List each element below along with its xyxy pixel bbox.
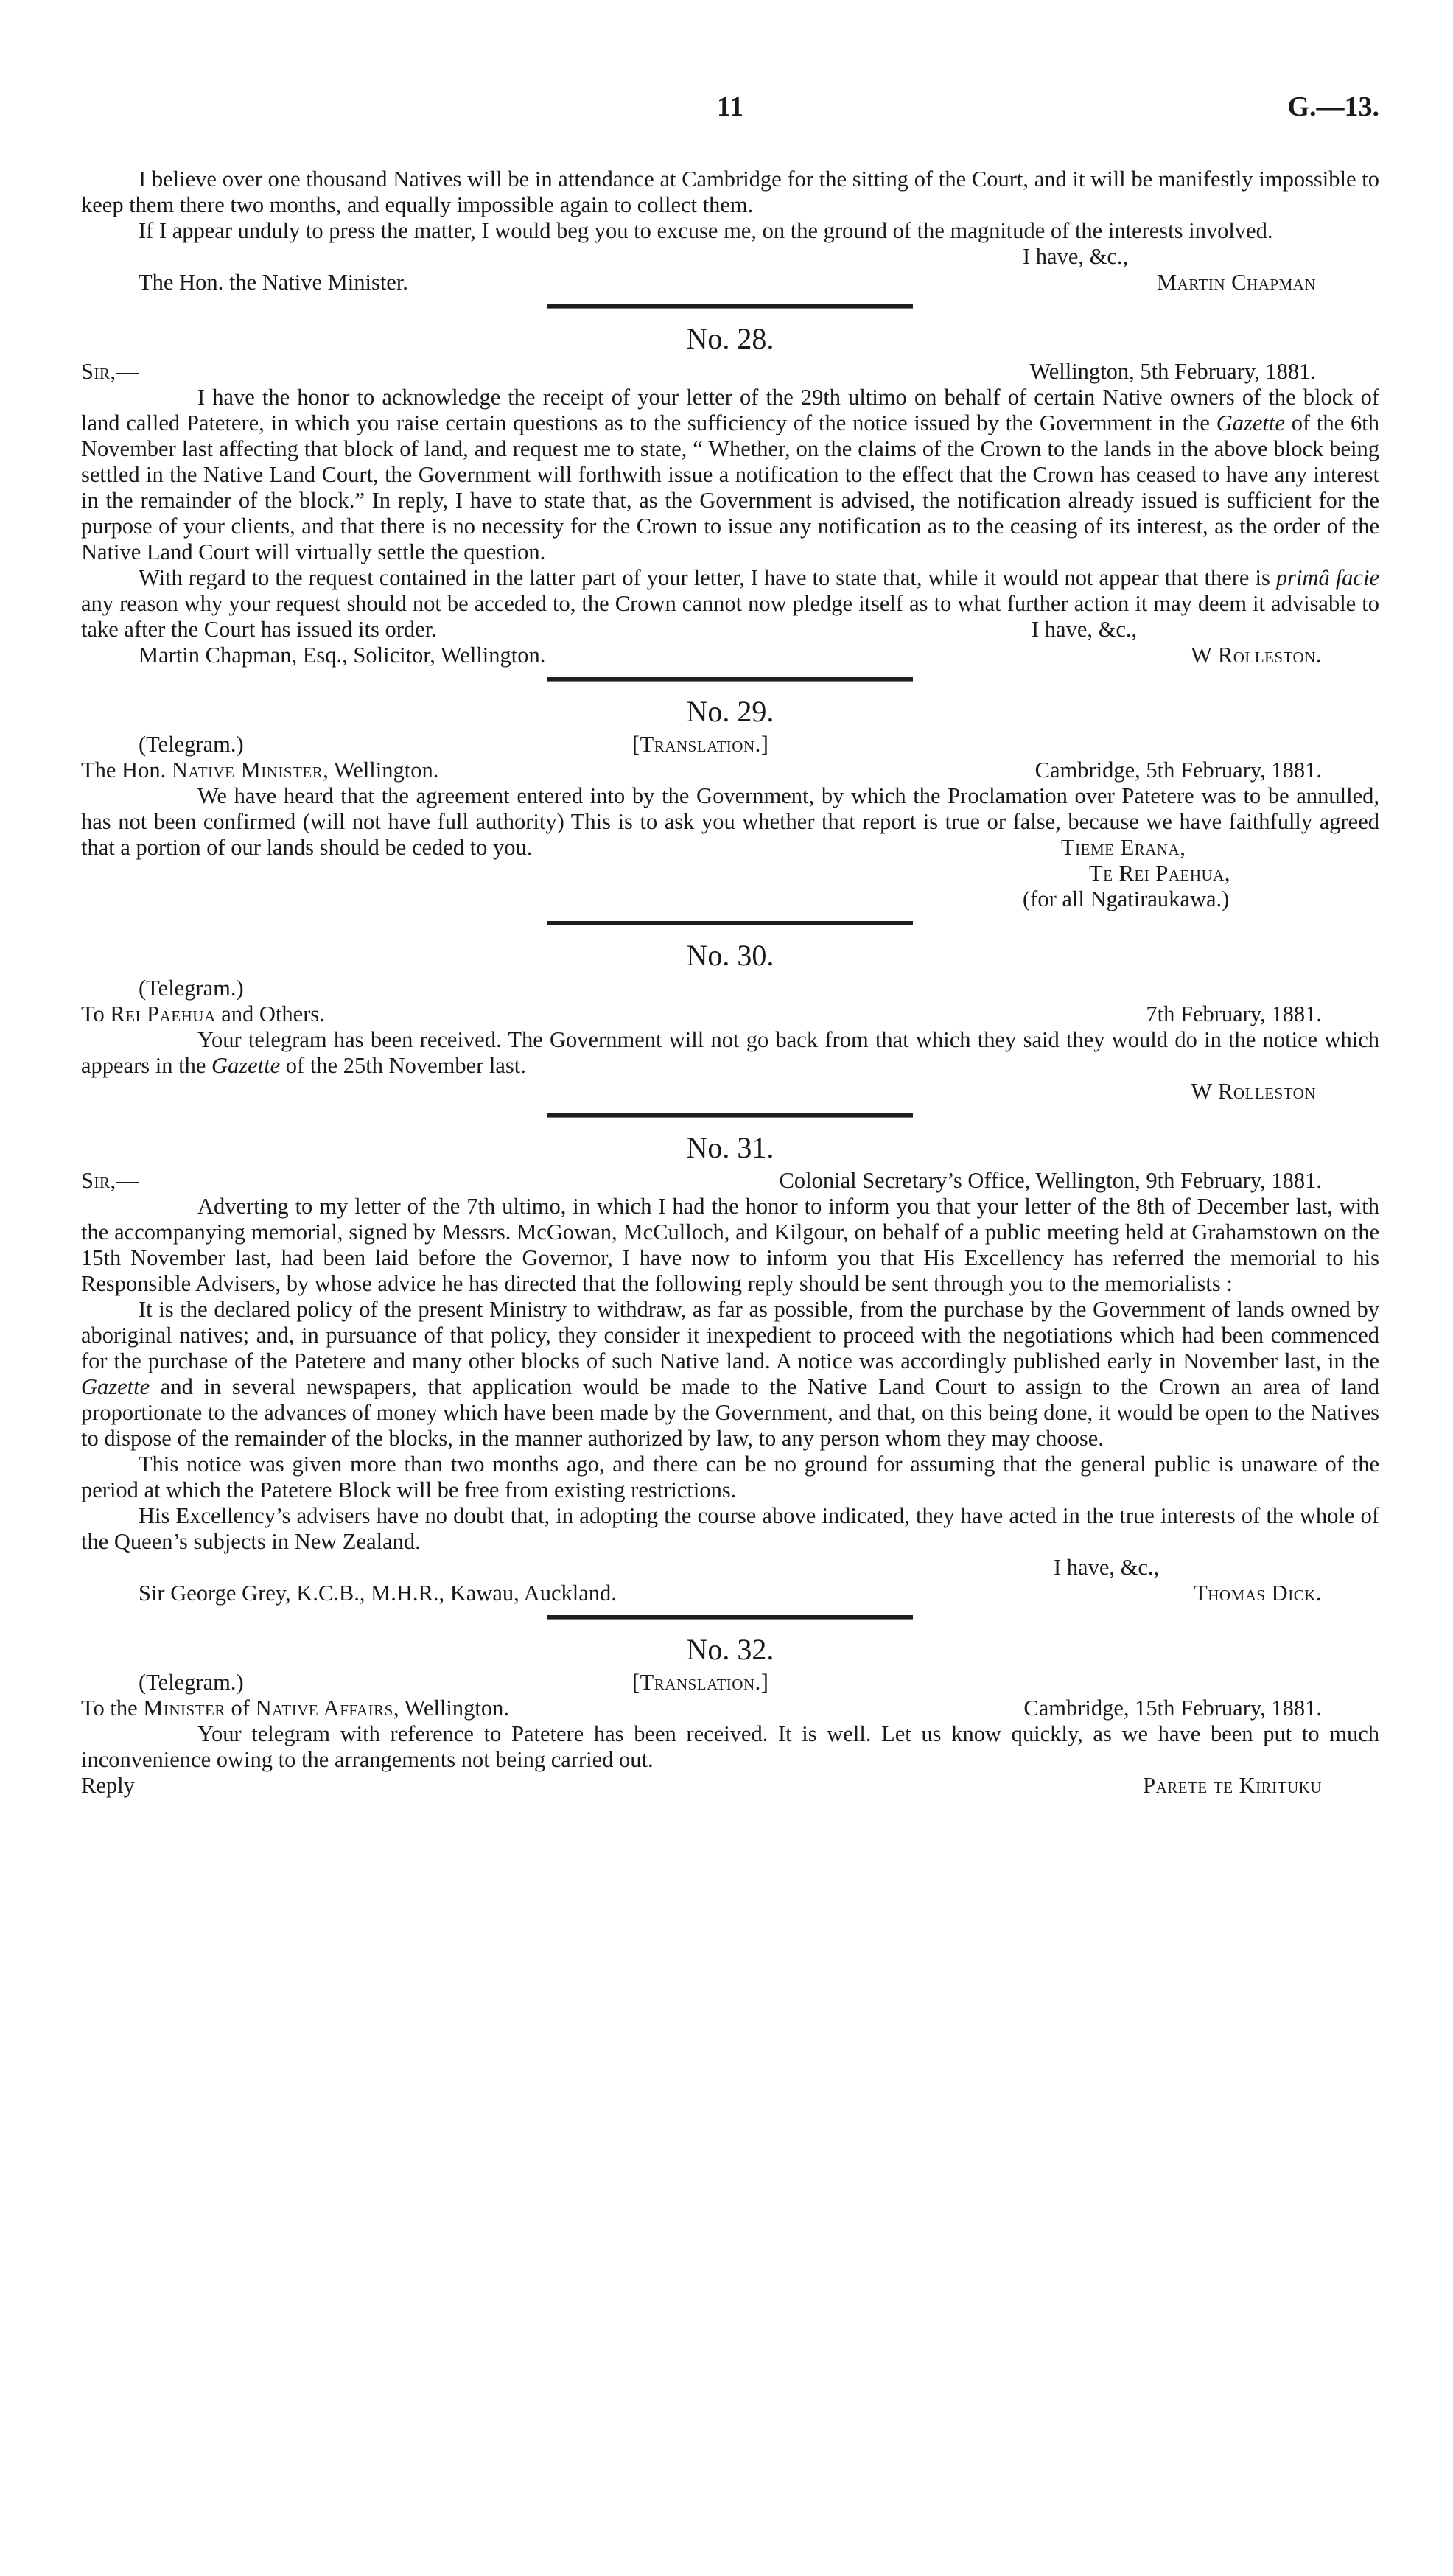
telegram-no-29 bbox=[81, 693, 1379, 912]
series-number: G.—13. bbox=[1287, 91, 1379, 122]
recipient: The Hon. Native Minister, Wellington. bbox=[81, 757, 439, 783]
closing-row bbox=[81, 617, 1379, 643]
translation-label: [Translation.] bbox=[632, 732, 769, 757]
recipient: To Rei Paehua and Others. bbox=[81, 1001, 325, 1026]
letter-no-28 bbox=[81, 321, 1379, 668]
signatory: Te Rei Paehua, bbox=[1089, 861, 1230, 886]
signature-row bbox=[81, 1581, 1379, 1606]
closing: I have, &c., bbox=[1023, 244, 1129, 269]
signatory-note: (for all Ngatiraukawa.) bbox=[1023, 886, 1230, 911]
telegram-no-30 bbox=[81, 937, 1379, 1105]
signature-row bbox=[81, 1773, 1379, 1799]
signature-row bbox=[81, 643, 1379, 668]
salutation: Sir,— bbox=[81, 359, 139, 384]
dateline: Cambridge, 15th February, 1881. bbox=[1023, 1695, 1322, 1721]
addressee: Martin Chapman, Esq., Solicitor, Wellington. bbox=[139, 643, 546, 668]
paragraph: With regard to the request contained in the latter part of your letter, I have to state that, while it would not appear that there is primâ facie any reason why your request should not be acceded to, the Crown cannot now pledge itself as to what further action it may deem it advisable to take after the Court has issued its order. bbox=[81, 565, 1379, 642]
section-divider bbox=[547, 1113, 913, 1118]
paragraph: Your telegram has been received. The Government will not go back from that which they said they would do in the notice which appears in the Gazette of the 25th November last. bbox=[81, 1027, 1379, 1078]
signature: W Rolleston bbox=[1191, 1079, 1316, 1104]
signature: Parete te Kirituku bbox=[1143, 1773, 1322, 1798]
telegram-header-row bbox=[81, 976, 1379, 1001]
paragraph: Adverting to my letter of the 7th ultimo, in which I had the honor to inform you that your letter of the 8th of December last, with the accompanying memorial, signed by Messrs. McGowan, McCulloch, and Kilgour, on behalf of a public meeting held at Grahamstown on the 15th November last, had been laid before the Governor, I have now to inform you that His Excellency has referred the memorial to his Responsible Advisers, by whose advice he has directed that the following reply should be sent through you to the memorialists : bbox=[81, 1194, 1379, 1296]
dateline: 7th February, 1881. bbox=[1146, 1001, 1322, 1026]
signature: Thomas Dick. bbox=[1194, 1581, 1322, 1606]
signature-row bbox=[81, 886, 1379, 912]
page-number: 11 bbox=[717, 91, 743, 122]
section-divider bbox=[547, 304, 913, 309]
signature-row bbox=[81, 1079, 1379, 1105]
closing-row bbox=[81, 1555, 1379, 1581]
paragraph: Your telegram with reference to Patetere has been received. It is well. Let us know quickly, as we have been put to much inconvenience owing to the arrangements not being carried out. bbox=[81, 1721, 1379, 1772]
signatory: Tieme Erana, bbox=[1061, 835, 1186, 860]
recipient-row bbox=[81, 1001, 1379, 1027]
paragraph: I believe over one thousand Natives will be in attendance at Cambridge for the sitting of the Court, and it will be manifestly impossible to keep them there two months, and equally impossible again to collect them. bbox=[81, 167, 1379, 217]
section-divider bbox=[547, 1615, 913, 1620]
reply-label: Reply bbox=[81, 1773, 135, 1798]
signature-row bbox=[81, 861, 1379, 886]
letter-number: No. 32. bbox=[686, 1633, 774, 1666]
signature-row bbox=[81, 270, 1379, 295]
telegram-label: (Telegram.) bbox=[139, 976, 244, 1001]
letter-number: No. 31. bbox=[686, 1131, 774, 1164]
document-body bbox=[81, 167, 1379, 1799]
telegram-label: (Telegram.) bbox=[139, 732, 244, 757]
paragraph: I have the honor to acknowledge the receipt of your letter of the 29th ultimo on behalf of certain Native owners of the block of land called Patetere, in which you raise certain questions as to the sufficiency of the notice issued by the Government in the Gazette of the 6th November last affecting that block of land, and request me to state, “ Whether, on the claims of the Crown to the lands in the above block being settled in the Native Land Court, the Government will forthwith issue a notification to the effect that the Crown has ceased to have any interest in the remainder of the block.” In reply, I have to state that, as the Government is advised, the notification already issued is sufficient for the purpose of your clients, and that there is no necessity for the Crown to issue any notification as to the ceasing of its interest, as the order of the Native Land Court will virtually settle the question. bbox=[81, 385, 1379, 564]
dateline: Cambridge, 5th February, 1881. bbox=[1034, 757, 1322, 783]
letter-number: No. 30. bbox=[686, 939, 774, 972]
section-divider bbox=[547, 677, 913, 682]
section-divider bbox=[547, 921, 913, 925]
salutation-row bbox=[81, 359, 1379, 385]
telegram-header-row bbox=[81, 1670, 1379, 1695]
recipient-row bbox=[81, 757, 1379, 783]
gazette-ref: Gazette bbox=[1216, 410, 1285, 435]
closing: I have, &c., bbox=[1032, 617, 1138, 642]
signature-row bbox=[81, 835, 1379, 861]
dateline: Wellington, 5th February, 1881. bbox=[1029, 359, 1316, 384]
closing: I have, &c., bbox=[1054, 1555, 1160, 1580]
page-header bbox=[81, 91, 1379, 131]
recipient-row bbox=[81, 1695, 1379, 1721]
paragraph: It is the declared policy of the present Ministry to withdraw, as far as possible, from the purchase by the Government of lands owned by aboriginal natives; and, in pursuance of that policy, they consider it inexpedient to proceed with the negotiations which had been commenced for the purchase of the Patetere and many other blocks of such Native land. A notice was accordingly published early in November last, in the Gazette and in several newspapers, that application would be made to the Native Land Court to assign to the Crown an area of land proportionate to the advances of money which have been made by the Government, and that, on this being done, it would be open to the Natives to dispose of the remainder of the blocks, in the manner authorized by law, to any person whom they may choose. bbox=[81, 1297, 1379, 1451]
gazette-ref: Gazette bbox=[81, 1374, 150, 1399]
salutation: Sir,— bbox=[81, 1168, 139, 1193]
gazette-ref: Gazette bbox=[211, 1053, 281, 1078]
telegram-header-row bbox=[81, 732, 1379, 757]
latin-phrase: primâ facie bbox=[1275, 565, 1379, 590]
letter-no-31 bbox=[81, 1130, 1379, 1606]
recipient: To the Minister of Native Affairs, Wellington. bbox=[81, 1695, 509, 1721]
telegram-label: (Telegram.) bbox=[139, 1670, 244, 1695]
paragraph: If I appear unduly to press the matter, I would beg you to excuse me, on the ground of the magnitude of the interests involved. bbox=[139, 218, 1273, 243]
signature: W Rolleston. bbox=[1191, 643, 1322, 668]
dateline: Colonial Secretary’s Office, Wellington, 9th February, 1881. bbox=[779, 1168, 1322, 1193]
letter-continuation bbox=[81, 167, 1379, 295]
closing-row bbox=[81, 244, 1379, 270]
addressee: Sir George Grey, K.C.B., M.H.R., Kawau, Auckland. bbox=[139, 1581, 617, 1606]
paragraph: His Excellency’s advisers have no doubt that, in adopting the course above indicated, they have acted in the true interests of the whole of the Queen’s subjects in New Zealand. bbox=[81, 1503, 1379, 1554]
salutation-row bbox=[81, 1168, 1379, 1194]
addressee: The Hon. the Native Minister. bbox=[139, 270, 408, 295]
translation-label: [Translation.] bbox=[632, 1670, 769, 1695]
paragraph: This notice was given more than two months ago, and there can be no ground for assuming that the general public is unaware of the period at which the Patetere Block will be free from existing restrictions. bbox=[81, 1452, 1379, 1502]
signature: Martin Chapman bbox=[1157, 270, 1316, 295]
paragraph: We have heard that the agreement entered into by the Government, by which the Proclamation over Patetere was to be annulled, has not been confirmed (will not have full authority) This is to ask you whether that report is true or false, because we have faithfully agreed that a portion of our lands should be ceded to you. bbox=[81, 783, 1379, 860]
letter-number: No. 28. bbox=[686, 322, 774, 355]
telegram-no-32 bbox=[81, 1631, 1379, 1799]
letter-number: No. 29. bbox=[686, 695, 774, 728]
